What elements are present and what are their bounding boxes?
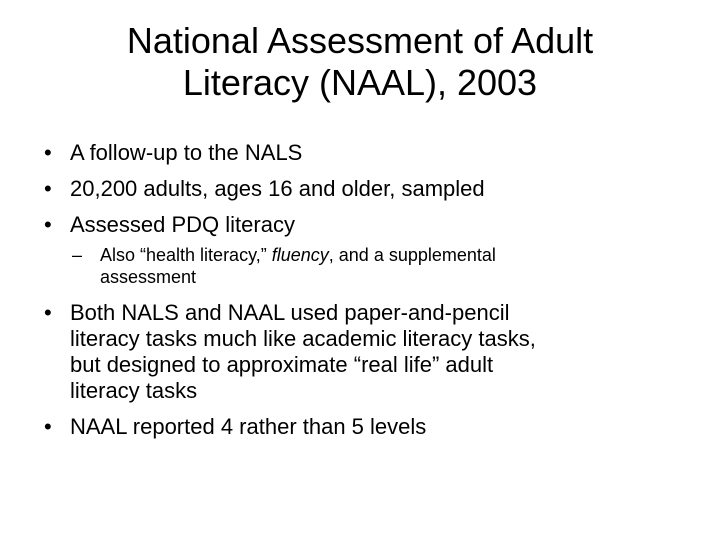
sub-bullet-text-part1: Also “health literacy,” <box>100 245 272 265</box>
bullet-item <box>44 140 684 166</box>
sub-bullet-italic-text: fluency <box>271 245 329 265</box>
bullet-marker: • <box>44 414 52 439</box>
bullet-item <box>44 414 684 440</box>
bullet-text: A follow-up to the NALS <box>70 140 303 165</box>
bullet-marker: • <box>44 176 52 201</box>
bullet-marker: • <box>44 300 52 325</box>
bullet-marker: • <box>44 140 52 165</box>
bullet-text-line-4: literacy tasks <box>70 378 198 403</box>
sub-bullet-line-2: assessment <box>100 267 197 287</box>
sub-bullet-marker: – <box>72 245 83 265</box>
bullet-item <box>44 176 684 202</box>
title-line-2: Literacy (NAAL), 2003 <box>182 62 538 103</box>
title-line-1: National Assessment of Adult <box>126 20 594 61</box>
bullet-marker: • <box>44 212 52 237</box>
bullet-text-line-3: but designed to approximate “real life” adult <box>70 352 494 377</box>
slide-body <box>44 140 684 450</box>
bullet-text-line-1: Both NALS and NAAL used paper-and-pencil <box>70 300 510 325</box>
bullet-item <box>44 212 684 238</box>
bullet-text: Assessed PDQ literacy <box>70 212 295 237</box>
sub-bullet-item <box>44 244 684 288</box>
sub-bullet-text-part2: , and a supplemental <box>328 245 496 265</box>
sub-bullet-line-1 <box>100 244 684 266</box>
bullet-text-line-2: literacy tasks much like academic literacy tasks, <box>70 326 536 351</box>
slide-title <box>60 20 660 104</box>
bullet-item <box>44 300 684 404</box>
bullet-text: NAAL reported 4 rather than 5 levels <box>70 414 427 439</box>
bullet-text: 20,200 adults, ages 16 and older, sampled <box>70 176 485 201</box>
